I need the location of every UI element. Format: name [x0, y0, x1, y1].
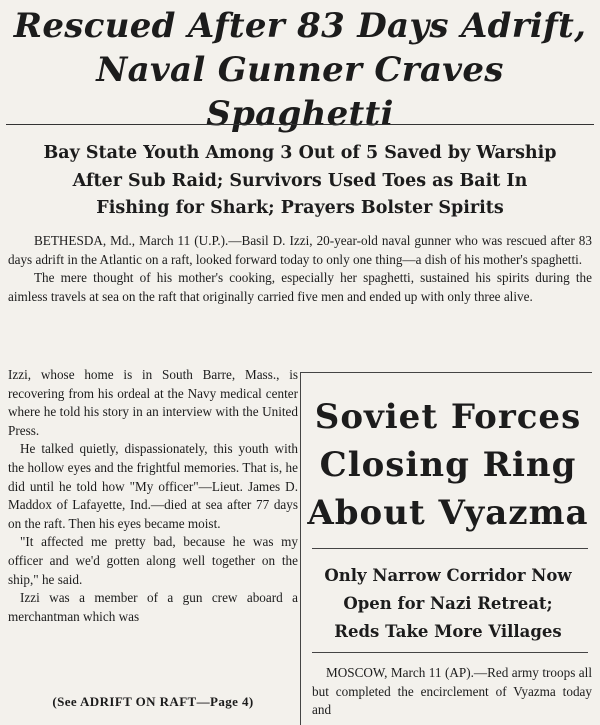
- main-deck: [0, 140, 600, 223]
- sidebar-headline-rule: [312, 548, 588, 549]
- column-paragraph-2: He talked quietly, dispassionately, this youth with the hollow eyes and the frightful memories. That is, he did until he told how "My officer"—Lieut. James D. Maddox of Lafayette, Ind.—died at sea after 77 days on the raft. Then his eyes became moist.: [8, 441, 298, 531]
- sidebar-deck-rule: [312, 652, 588, 653]
- main-article-column: [8, 366, 298, 626]
- lead-text: [8, 232, 592, 306]
- headline-line-2: Naval Gunner Craves Spaghetti: [96, 50, 504, 134]
- deck-line-3: Fishing for Shark; Prayers Bolster Spirits: [96, 198, 504, 218]
- sidebar-headline-line-1: Soviet Forces: [314, 397, 582, 437]
- sidebar-deck-line-1: Only Narrow Corridor Now: [324, 566, 572, 585]
- main-headline: [0, 4, 600, 136]
- sidebar-deck: [300, 562, 596, 646]
- lead-paragraph-1: BETHESDA, Md., March 11 (U.P.).—Basil D. Izzi, 20-year-old naval gunner who was rescued after 83 days adrift in the Atlantic on a raft, looked forward today to only one thing—a dish of his mother's spaghetti.: [8, 233, 592, 267]
- sidebar-body: [312, 664, 592, 720]
- jump-line: (See ADRIFT ON RAFT—Page 4): [52, 694, 254, 709]
- headline-line-1: Rescued After 83 Days Adrift,: [13, 6, 587, 46]
- column-paragraph-3: "It affected me pretty bad, because he was my officer and we'd gotten along well together on the ship," he said.: [8, 534, 298, 587]
- deck-line-2: After Sub Raid; Survivors Used Toes as Bait In: [72, 170, 528, 191]
- sidebar-top-rule: [300, 372, 592, 373]
- sidebar-headline-line-2: Closing Ring: [319, 445, 577, 485]
- column-paragraph-4: Izzi was a member of a gun crew aboard a merchantman which was: [8, 590, 298, 624]
- sidebar-deck-line-2: Open for Nazi Retreat;: [343, 594, 553, 613]
- sidebar-headline: [300, 393, 596, 537]
- sidebar-paragraph: MOSCOW, March 11 (AP).—Red army troops all but completed the encirclement of Vyazma today and: [312, 665, 592, 718]
- deck-line-1: Bay State Youth Among 3 Out of 5 Saved by Warship: [43, 143, 557, 163]
- headline-rule: [6, 124, 594, 125]
- column-paragraph-1: Izzi, whose home is in South Barre, Mass., is recovering from his ordeal at the Navy medical center where he told his story in an interview with the United Press.: [8, 367, 298, 438]
- sidebar-headline-line-3: About Vyazma: [307, 493, 589, 533]
- sidebar-deck-line-3: Reds Take More Villages: [334, 622, 562, 641]
- lead-paragraph-2: The mere thought of his mother's cooking, especially her spaghetti, sustained his spirits during the aimless travels at sea on the raft that originally carried five men and ended up with only three alive.: [8, 270, 592, 304]
